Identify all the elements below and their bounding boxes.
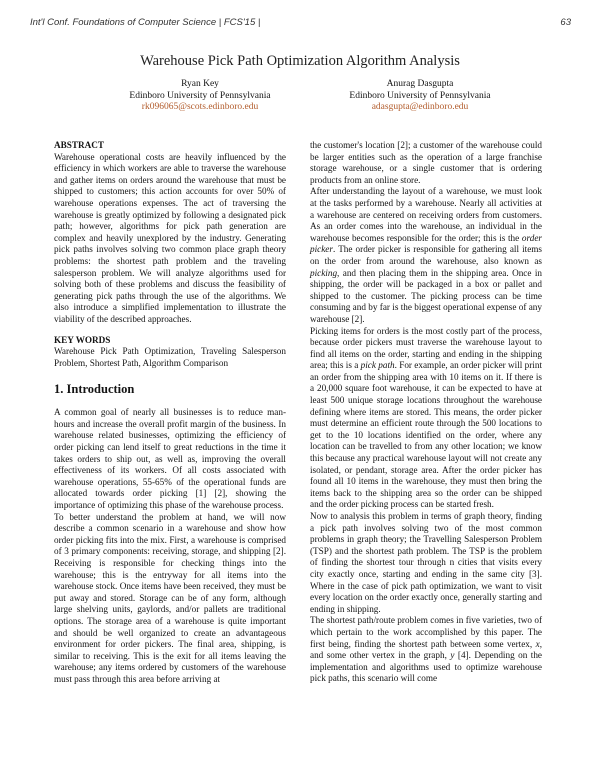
variable-y: y: [450, 650, 455, 661]
author-email-link[interactable]: rk096065@scots.edinboro.edu: [141, 102, 259, 112]
right-column: [310, 140, 542, 685]
paper-title: Warehouse Pick Path Optimization Algorithm Analysis: [140, 53, 460, 69]
keywords-heading: KEY WORDS: [54, 334, 111, 345]
text-run: . The order picker is responsible for gathering all items on the order from around the warehouse, also known as: [310, 244, 542, 266]
variable-x: x: [535, 638, 540, 649]
intro-paragraph-2: To better understand the problem at hand, we will now describe a common scenario in a warehouse and show how order picking fits into the mix. First, a warehouse is comprised of 3 primary components: receiving, storage, and shipping [2]. Receiving is responsible for checking things into the warehouse; this is the entryway for all items into the warehouse stock. Once items have been received, they must be put away and stored. Storage can be of any form, although large shelving units, gaylords, and/or pallets are traditional options. The storage area of a warehouse is quite important and should be well organized to create an advantageous environment for order pickers. The final area, shipping, is similar to receiving. This is the exit for all items leaving the warehouse; any items ordered by customers of the warehouse must pass through this area before arriving at: [54, 511, 286, 684]
right-paragraph-5: [310, 615, 542, 685]
author-name: Anurag Dasgupta: [386, 79, 454, 89]
text-run: , and then placing them in the shipping area. Once in shipping, the order will be packaged in a box or pallet and shipped to the customer. The picking process can be time consuming and by far is the biggest operational expense of any warehouse [2].: [310, 267, 542, 324]
introduction-heading: 1. Introduction: [54, 382, 135, 397]
keywords-text: Warehouse Pick Path Optimization, Traveling Salesperson Problem, Shortest Path, Algorithm Comparison: [54, 346, 286, 368]
author-affiliation: Edinboro University of Pennsylvania: [129, 90, 271, 101]
right-paragraph-2: [310, 186, 542, 325]
author-block-1: [80, 79, 320, 114]
abstract-heading: ABSTRACT: [54, 140, 105, 150]
term-picking: picking: [310, 267, 338, 278]
text-run: The shortest path/route problem comes in five varieties, two of which pertain to the work accomplished by this paper. The first being, finding the shortest path between some vertex,: [310, 615, 542, 649]
header-page-number: 63: [560, 17, 571, 28]
author-affiliation: Edinboro University of Pennsylvania: [349, 90, 491, 101]
text-run: Picking items for orders is the most costly part of the process, because order pickers must traverse the warehouse layout to find all items on the order, starting and ending in the shipping area; this is a: [310, 325, 542, 371]
author-email-link[interactable]: adasgupta@edinboro.edu: [371, 102, 469, 112]
running-header: [30, 17, 571, 31]
right-paragraph-3: [310, 326, 542, 512]
term-order-picker: order picker: [310, 232, 542, 255]
text-run: [4]. Depending on the implementation and algorithms used to optimize warehouse pick paths, this scenario will come: [310, 650, 543, 684]
author-name: Ryan Key: [181, 79, 219, 89]
intro-paragraph-1: A common goal of nearly all businesses is to reduce man-hours and increase the overall profit margin of the business. In warehouse related businesses, optimizing the efficiency of order picking can lend itself to great reductions in the time it takes orders to ship out, as well as, improving the overall effectiveness of its workers. Of all costs associated with warehouse operations, 55-65% of the operational funds are allocated towards order picking [1] [2], showing the importance of optimizing this phase of the warehouse process.: [54, 407, 286, 511]
text-run: . For example, an order picker will print an order from the shipping area with 10 items on it. If there is a 20,000 square foot warehouse, it can be expected to have at least 500 unique storage locations throughout the warehouse defining where items are stored. This means, the order picker must determine an efficient route through the 500 locations to get to the 10 locations identified on the order, where any location can be travelled to from any other location; we know this because any practical warehouse layout will not create any isolated, or pendant, storage area. After the order picker has found all 10 items in the warehouse, they must then bring the items back to the shipping area so the order can be shipped and the order picking process can be started fresh.: [310, 360, 542, 510]
term-pick-path: pick path: [360, 360, 395, 371]
abstract-text: Warehouse operational costs are heavily influenced by the efficiency in which workers are able to traverse the warehouse and gather items on orders around the warehouse that must be shipped to customers; this action accounts for over 50% of warehouse operations expenses. The act of traversing the warehouse is greatly optimized by following a designated pick path; however, algorithms for pick path generation are complex and heavily unexplored by the industry. Generating pick paths involves solving two common place graph theory problems: the shortest path problem and the traveling salesperson problem. We will analyze algorithms used for solving both of these problems and discuss the feasibility of generating pick paths through the use of the algorithms. We also introduce a simplified implementation to illustrate the viability of the described approaches.: [54, 151, 286, 324]
left-column: [54, 140, 286, 686]
right-paragraph-4: Now to analysis this problem in terms of graph theory, finding a pick path involves solving two of the most common problems in graph theory; the Travelling Salesperson Problem (TSP) and the shortest path problem. The TSP is the problem of finding the shortest tour through n cities that visits every city exactly once, starting and ending in the same city [3]. Where in the case of pick path optimization, we want to visit every location on the order exactly once, generally starting and ending in shipping.: [310, 511, 542, 614]
text-run: , and some other vertex in the graph,: [310, 638, 542, 661]
text-run: After understanding the layout of a warehouse, we must look at the tasks performed by a warehouse. Nearly all activities at a warehouse are centered on receiving orders from customers. As an order comes into the warehouse, an individual in the warehouse becomes responsible for the order; this is the: [310, 186, 542, 243]
right-paragraph-1: the customer's location [2]; a customer of the warehouse could be larger entities such as the operation of a large franchise storage warehouse, or a single customer that is ordering products from an online store.: [310, 140, 542, 185]
header-conference: Int'l Conf. Foundations of Computer Science | FCS'15 |: [30, 17, 261, 28]
author-block-2: [300, 79, 540, 114]
